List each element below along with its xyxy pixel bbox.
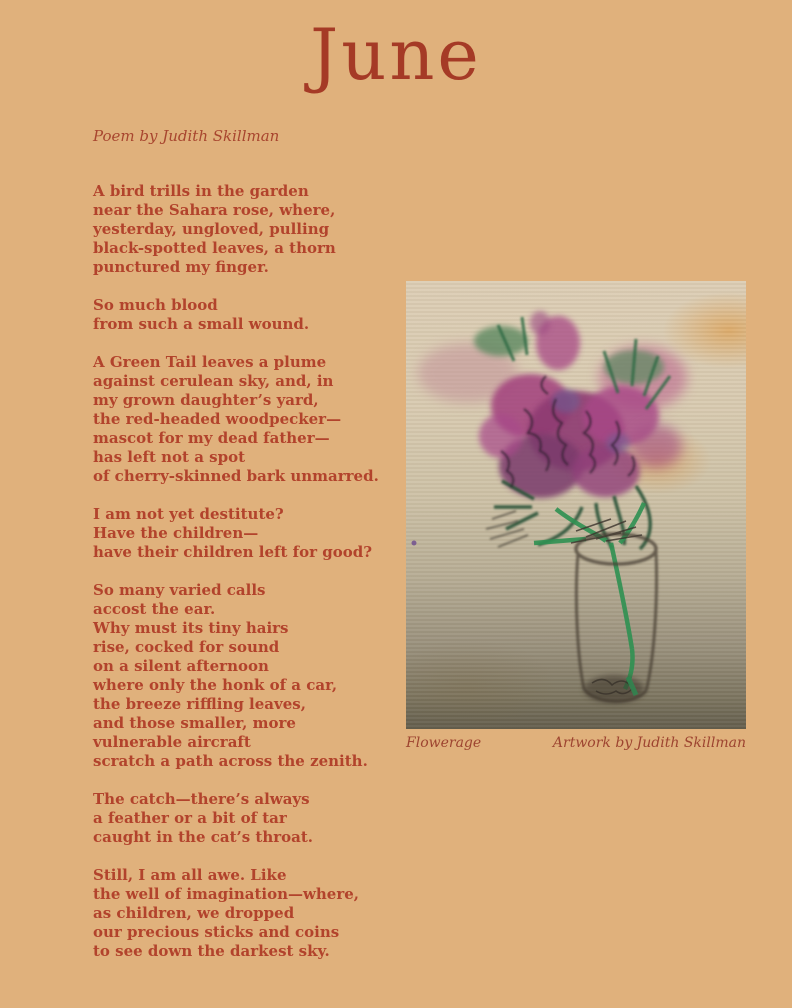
poem-line: against cerulean sky, and, in xyxy=(93,372,334,390)
poem-line: as children, we dropped xyxy=(93,904,295,922)
poem-stanza xyxy=(93,581,393,771)
poem-line: scratch a path across the zenith. xyxy=(93,752,368,770)
poem-line: the well of imagination—where, xyxy=(93,885,360,903)
page-title: June xyxy=(310,14,482,96)
poem-line: Why must its tiny hairs xyxy=(93,619,289,637)
poem-stanza xyxy=(93,866,393,961)
poem-line: A bird trills in the garden xyxy=(93,182,309,200)
poem-stanza xyxy=(93,790,393,847)
poem-line: I am not yet destitute? xyxy=(93,505,284,523)
poem-line: the breeze riffling leaves, xyxy=(93,695,306,713)
poem-line: and those smaller, more xyxy=(93,714,296,732)
poem-line: caught in the cat’s throat. xyxy=(93,828,314,846)
poem-stanza xyxy=(93,353,393,486)
poem-line: where only the honk of a car, xyxy=(93,676,338,694)
poem-stanza xyxy=(93,182,393,277)
poem-line: a feather or a bit of tar xyxy=(93,809,287,827)
poem-line: my grown daughter’s yard, xyxy=(93,391,319,409)
poem-line: has left not a spot xyxy=(93,448,246,466)
artwork-caption-credit: Artwork by Judith Skillman xyxy=(552,735,746,751)
poem-line: mascot for my dead father— xyxy=(93,429,330,447)
poem-line: to see down the darkest sky. xyxy=(93,942,330,960)
artwork-caption-title: Flowerage xyxy=(406,735,482,751)
poem-line: from such a small wound. xyxy=(93,315,310,333)
artwork-caption-row xyxy=(406,735,746,752)
poem-line: vulnerable aircraft xyxy=(93,733,251,751)
watercolor-flowers-vase-icon xyxy=(406,281,746,729)
poem-line: accost the ear. xyxy=(93,600,216,618)
poem-line: on a silent afternoon xyxy=(93,657,269,675)
poem-line: black-spotted leaves, a thorn xyxy=(93,239,336,257)
poem-line: near the Sahara rose, where, xyxy=(93,201,336,219)
poem-line: of cherry-skinned bark unmarred. xyxy=(93,467,379,485)
flower-artwork xyxy=(406,281,746,729)
poem-line: have their children left for good? xyxy=(93,543,373,561)
poem xyxy=(93,182,393,961)
poem-line: the red-headed woodpecker— xyxy=(93,410,342,428)
poem-line: So much blood xyxy=(93,296,218,314)
poem-line: A Green Tail leaves a plume xyxy=(93,353,327,371)
poem-byline: Poem by Judith Skillman xyxy=(93,127,280,145)
poem-stanza xyxy=(93,505,393,562)
poem-line: So many varied calls xyxy=(93,581,266,599)
poem-line: yesterday, ungloved, pulling xyxy=(93,220,330,238)
poem-line: punctured my finger. xyxy=(93,258,269,276)
poem-line: Have the children— xyxy=(93,524,259,542)
poem-line: The catch—there’s always xyxy=(93,790,310,808)
poem-stanza xyxy=(93,296,393,334)
poem-line: Still, I am all awe. Like xyxy=(93,866,287,884)
poem-line: rise, cocked for sound xyxy=(93,638,280,656)
poem-line: our precious sticks and coins xyxy=(93,923,340,941)
